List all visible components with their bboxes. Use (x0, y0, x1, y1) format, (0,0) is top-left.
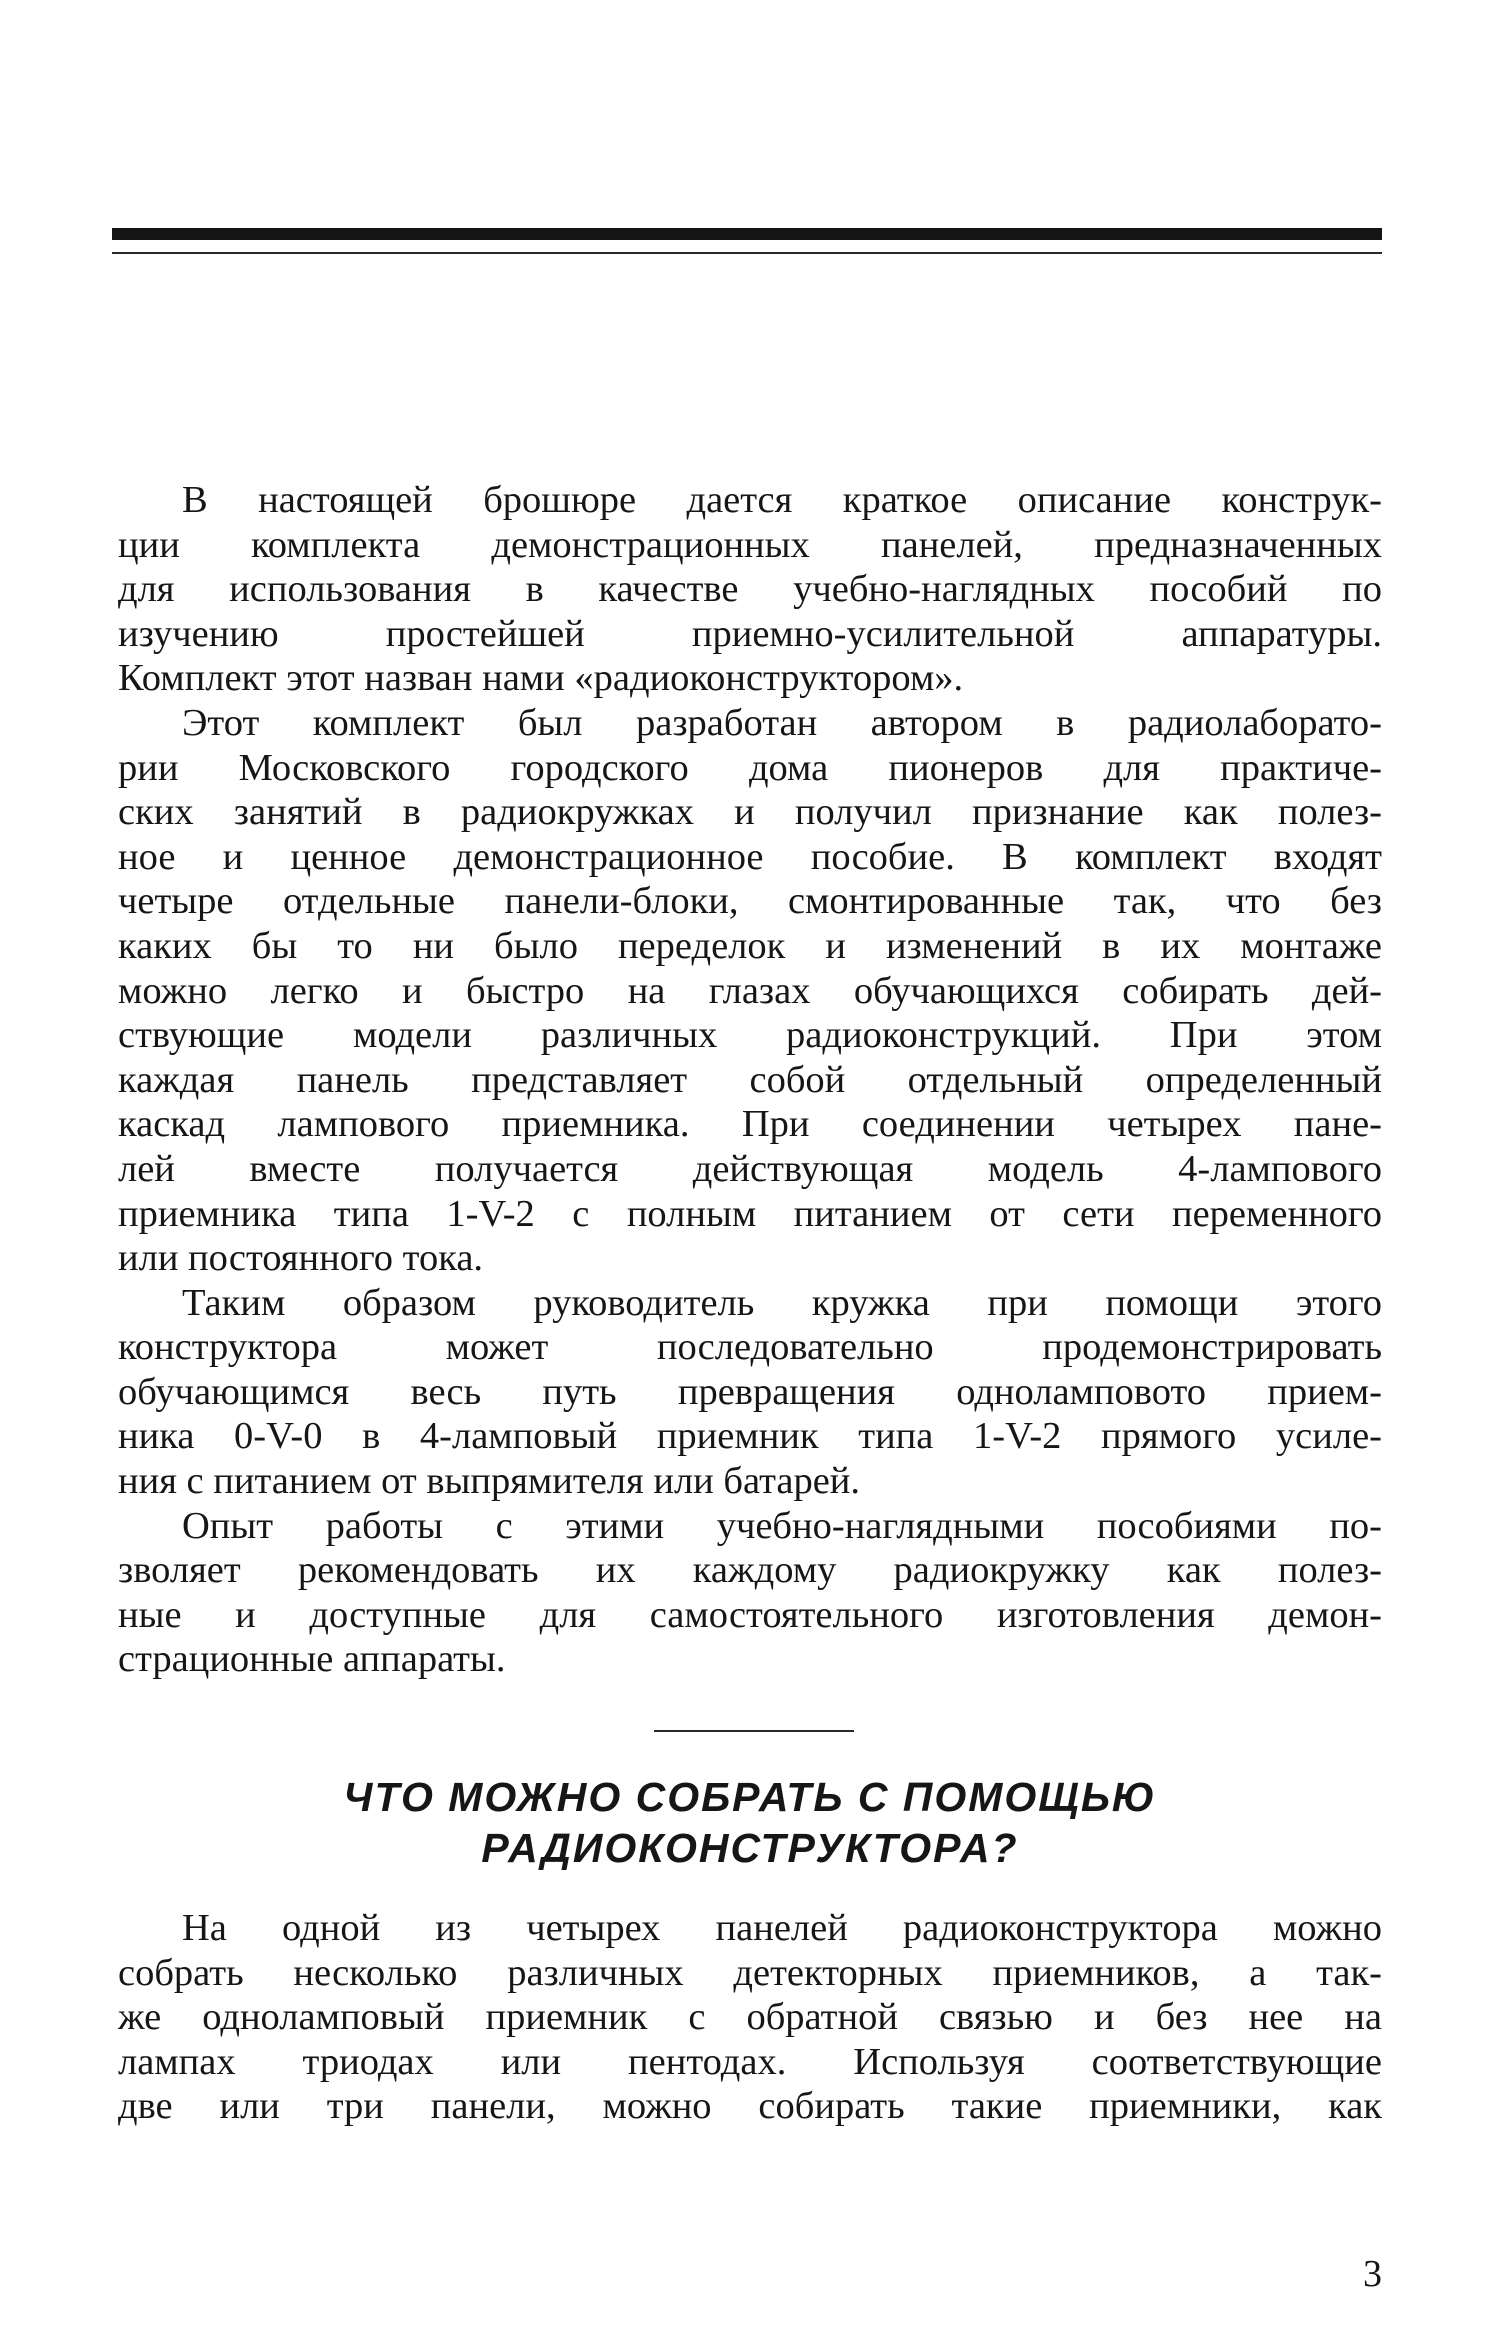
text-line: лампах триодах или пентодах. Используя соответствующие (118, 2040, 1382, 2083)
text-line: четыре отдельные панели-блоки, смонтированные так, что без (118, 880, 1382, 923)
text-line: или постоянного тока. (118, 1237, 484, 1280)
text-line: На одной из четырех панелей радиоконструктора можно (182, 1907, 1382, 1949)
text-line: страционные аппараты. (118, 1638, 506, 1681)
text-line: ния с питанием от выпрямителя или батарей. (118, 1460, 861, 1503)
text-line: лей вместе получается действующая модель 4-лампового (118, 1147, 1382, 1190)
text-line: же одноламповый приемник с обратной связью и без нее на (118, 1996, 1382, 2039)
text-line: ное и ценное демонстрационное пособие. В комплект входят (118, 835, 1382, 878)
text-line: ника 0-V-0 в 4-ламповый приемник типа 1-V-2 прямого усиле- (118, 1415, 1382, 1458)
section-heading-line-2: РАДИОКОНСТРУКТОРА? (481, 1825, 1019, 1871)
text-line: Опыт работы с этими учебно-наглядными пособиями по- (182, 1504, 1382, 1547)
text-line: можно легко и быстро на глазах обучающихся собирать дей- (118, 969, 1382, 1012)
text-line: ствующие модели различных радиоконструкций. При этом (118, 1014, 1382, 1057)
text-line: Комплект этот назван нами «радиоконструктором». (118, 657, 964, 700)
text-line: ции комплекта демонстрационных панелей, предназначенных (118, 523, 1382, 566)
text-line: Таким образом руководитель кружка при помощи этого (182, 1281, 1382, 1324)
page-number: 3 (1363, 2253, 1382, 2295)
text-line: зволяет рекомендовать их каждому радиокружку как полез- (118, 1549, 1382, 1592)
section-divider (654, 1730, 854, 1732)
text-line: изучению простейшей приемно-усилительной аппаратуры. (118, 612, 1382, 655)
text-line: рии Московского городского дома пионеров для практиче- (118, 746, 1382, 789)
body-text (118, 1906, 1382, 2129)
text-line: ные и доступные для самостоятельного изготовления демон- (118, 1593, 1382, 1636)
text-line: для использования в качестве учебно-наглядных пособий по (118, 568, 1382, 611)
text-line: В настоящей брошюре дается краткое описание конструк- (182, 479, 1382, 521)
text-line: каждая панель представляет собой отдельный определенный (118, 1058, 1382, 1101)
text-line: конструктора может последовательно продемонстрировать (118, 1326, 1382, 1369)
text-line: собрать несколько различных детекторных приемников, а так- (118, 1951, 1382, 1994)
section-heading (118, 1772, 1382, 1874)
text-line: обучающимся весь путь превращения одноламповото прием- (118, 1370, 1382, 1413)
top-rule-thin (112, 252, 1382, 254)
top-rule-thick (112, 228, 1382, 240)
intro-text (118, 478, 1382, 1682)
text-line: ских занятий в радиокружках и получил признание как полез- (118, 791, 1382, 834)
text-line: каких бы то ни было переделок и изменений в их монтаже (118, 924, 1382, 967)
text-line: Этот комплект был разработан автором в радиолаборато- (182, 701, 1382, 744)
text-line: приемника типа 1-V-2 с полным питанием от сети переменного (118, 1192, 1382, 1235)
text-line: каскад лампового приемника. При соединении четырех пане- (118, 1103, 1382, 1146)
section-heading-line-1: ЧТО МОЖНО СОБРАТЬ С ПОМОЩЬЮ (343, 1774, 1157, 1820)
text-line: две или три панели, можно собирать такие приемники, как (118, 2085, 1382, 2128)
